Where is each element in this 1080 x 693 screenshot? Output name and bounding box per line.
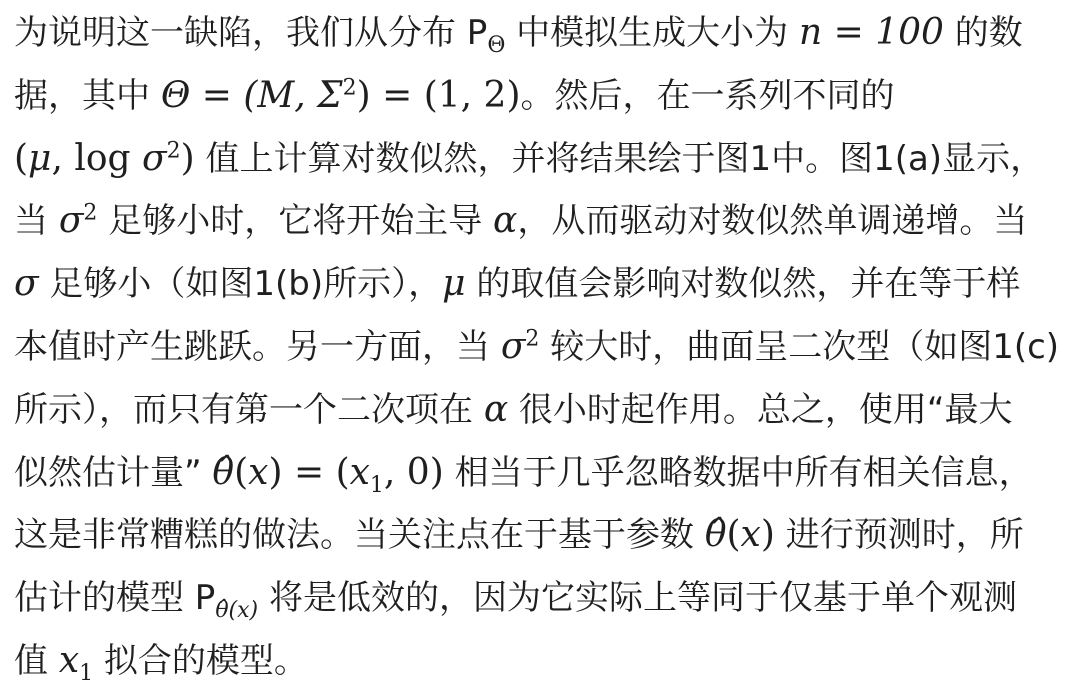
math-inline: ( — [14, 137, 29, 179]
text-segment: 的取值会影响对数似然，并在等于样 — [465, 264, 1021, 305]
text-segment: 为说明这一缺陷，我们从分布 P — [14, 13, 488, 53]
text-segment: 的数 — [943, 13, 1023, 53]
math-inline: ( — [726, 514, 741, 556]
text-line-7 — [14, 379, 1080, 442]
math-superscript: 2 — [83, 201, 98, 227]
math-inline: ) = (1, 2) — [356, 74, 521, 116]
math-inline: ) — [180, 137, 195, 179]
text-segment: ，从而驱动对数似然单调递增。当 — [517, 201, 1028, 242]
text-segment: 本值时产生跳跃。另一方面，当 — [14, 326, 501, 367]
text-segment: 将是低效的，因为它实际上等同于仅基于单个观测 — [258, 578, 1017, 619]
text-line-8 — [14, 442, 1080, 505]
math-inline: x — [58, 639, 80, 681]
math-superscript: 2 — [342, 75, 357, 101]
text-segment: 据，其中 — [14, 75, 161, 116]
text-segment: 估计的模型 P — [14, 578, 216, 619]
math-inline: σ — [142, 137, 167, 179]
text-line-1 — [14, 2, 1080, 65]
text-line-4 — [14, 190, 1080, 253]
text-segment: 。然后，在一系列不同的 — [520, 75, 895, 116]
math-subscript: 1 — [79, 660, 94, 686]
text-line-9 — [14, 504, 1080, 567]
text-line-6 — [14, 316, 1080, 379]
math-inline: μ — [442, 263, 466, 305]
math-inline: σ — [500, 325, 526, 367]
text-line-2 — [14, 65, 1080, 128]
text-line-3 — [14, 128, 1080, 191]
math-inline: x — [740, 514, 761, 556]
text-segment: 足够小时，它将开始主导 — [97, 201, 494, 242]
text-line-5 — [14, 253, 1080, 316]
text-segment: 足够小（如图1(b)所示）， — [38, 264, 443, 305]
math-inline: , 0) — [383, 451, 444, 493]
text-segment: 当 — [14, 201, 59, 242]
text-segment: 较大时，曲面呈二次型（如图1(c) — [539, 326, 1060, 367]
math-inline: σ — [58, 200, 84, 242]
text-segment: 中模拟生成大小为 — [505, 13, 799, 53]
math-inline: ) = ( — [268, 451, 350, 493]
text-segment: 值上计算对数似然，并将结果绘于图1中。图1(a)显示， — [194, 138, 1045, 179]
text-segment: 值 — [14, 640, 59, 681]
math-inline: ) — [760, 514, 775, 556]
math-superscript: 2 — [525, 326, 540, 352]
text-line-10 — [14, 567, 1080, 630]
math-inline: Θ = (M, Σ — [160, 74, 343, 116]
math-inline: σ — [14, 263, 39, 305]
text-line-11 — [14, 630, 1080, 693]
text-segment: 这是非常糟糕的做法。当关注点在于基于参数 — [14, 515, 705, 556]
math-inline: α — [493, 200, 518, 242]
math-inline: , log — [51, 137, 143, 179]
math-subscript: θ̂(x) — [215, 597, 259, 623]
text-segment: 很小时起作用。总之，使用“最大 — [508, 389, 1013, 430]
math-inline: α — [483, 388, 509, 430]
math-inline: x — [248, 451, 269, 493]
math-inline: θ̂ — [704, 514, 727, 556]
text-segment: 相当于几乎忽略数据中所有相关信息， — [443, 452, 1033, 493]
text-segment: 所示），而只有第一个二次项在 — [14, 389, 484, 430]
math-inline: x — [349, 451, 370, 493]
math-inline: μ — [28, 137, 52, 179]
math-subscript: 1 — [369, 472, 384, 498]
math-inline: ( — [234, 451, 249, 493]
text-segment: 拟合的模型。 — [93, 640, 308, 681]
text-segment: 进行预测时，所 — [774, 515, 1024, 556]
math-inline: n = 100 — [798, 12, 944, 53]
math-inline: θ̂ — [212, 451, 235, 493]
text-segment: 似然估计量” — [14, 452, 213, 493]
math-subscript: Θ — [487, 32, 506, 58]
math-superscript: 2 — [166, 138, 181, 164]
